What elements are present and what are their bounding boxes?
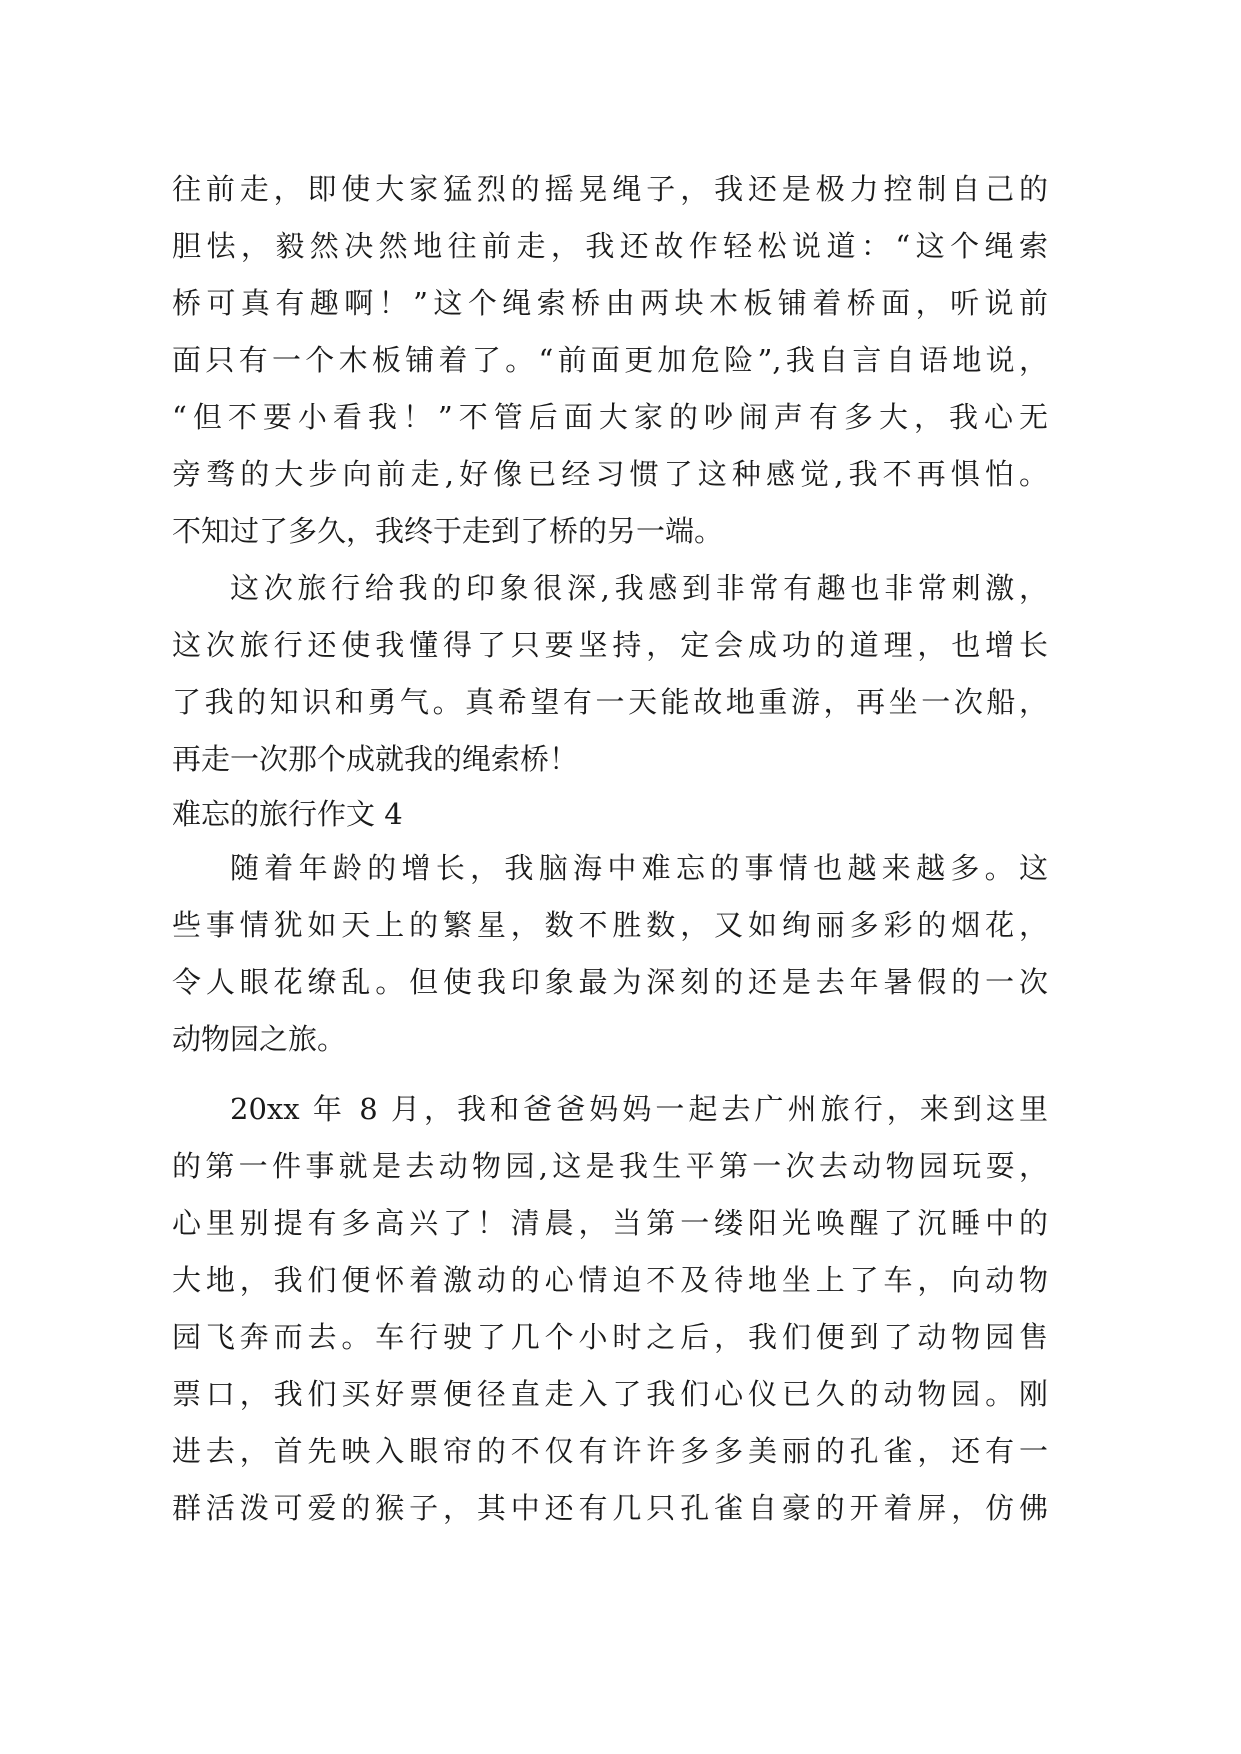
text-line: 动物园之旅。 [172,1022,347,1056]
text-line: 心里别提有多高兴了！清晨，当第一缕阳光唤醒了沉睡中的 [172,1206,1048,1240]
text-line: 面只有一个木板铺着了。“前面更加危险”,我自言自语地说， [172,343,1048,377]
text-line: 桥可真有趣啊！”这个绳索桥由两块木板铺着桥面，听说前 [172,286,1048,320]
text-line: 这次旅行给我的印象很深,我感到非常有趣也非常刺激， [230,571,1048,605]
text-line: 些事情犹如天上的繁星，数不胜数，又如绚丽多彩的烟花， [172,908,1048,942]
text-line: 旁骛的大步向前走,好像已经习惯了这种感觉,我不再惧怕。 [172,457,1048,491]
text-line: 随着年龄的增长，我脑海中难忘的事情也越来越多。这 [230,851,1048,885]
paragraph [172,1081,1048,1537]
text-line: 不知过了多久，我终于走到了桥的另一端。 [172,514,724,548]
text-line: 这次旅行还使我懂得了只要坚持，定会成功的道理，也增长 [172,628,1048,662]
paragraph-continued [172,161,1048,560]
paragraph [172,840,1048,1068]
text-line: 令人眼花缭乱。但使我印象最为深刻的还是去年暑假的一次 [172,965,1048,999]
paragraph [172,560,1048,788]
text-line: 了我的知识和勇气。真希望有一天能故地重游，再坐一次船， [172,685,1048,719]
text-line: 大地，我们便怀着激动的心情迫不及待地坐上了车，向动物 [172,1263,1048,1297]
text-line: 进去，首先映入眼帘的不仅有许许多多美丽的孔雀，还有一 [172,1434,1048,1468]
section-heading: 难忘的旅行作文 4 [172,797,403,831]
text-line: 票口，我们买好票便径直走入了我们心仪已久的动物园。刚 [172,1377,1048,1411]
text-line: 群活泼可爱的猴子，其中还有几只孔雀自豪的开着屏，仿佛 [172,1491,1048,1525]
text-line: 20xx 年 8 月，我和爸爸妈妈一起去广州旅行，来到这里 [230,1092,1048,1126]
text-line: “但不要小看我！”不管后面大家的吵闹声有多大，我心无 [172,400,1048,434]
text-line: 往前走，即使大家猛烈的摇晃绳子，我还是极力控制自己的 [172,172,1048,206]
text-line: 再走一次那个成就我的绳索桥！ [172,742,579,776]
text-line: 园飞奔而去。车行驶了几个小时之后，我们便到了动物园售 [172,1320,1048,1354]
document-body [172,161,1048,1537]
text-line: 的第一件事就是去动物园,这是我生平第一次去动物园玩耍， [172,1149,1048,1183]
text-line: 胆怯，毅然决然地往前走，我还故作轻松说道：“这个绳索 [172,229,1048,263]
paragraph-spacer [172,1068,1048,1081]
